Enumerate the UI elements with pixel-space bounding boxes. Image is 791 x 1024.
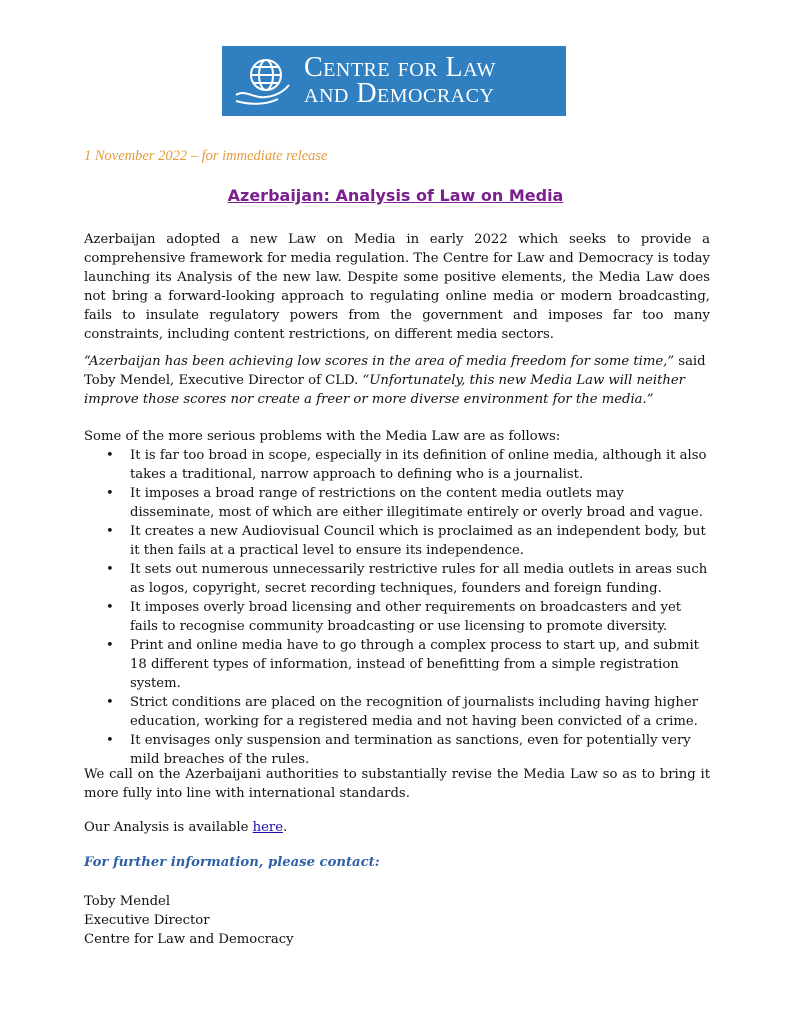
intro-paragraph: Azerbaijan adopted a new Law on Media in early 2022 which seeks to provide a comprehensive framework for media regulation. The Centre for Law and Democracy is today launching its Analysis of the new law. Despite some positive elements, the Media Law does not bring a forward-looking approach to regulating online media or modern broadcasting, fails to insulate regulatory powers from the government and imposes far too many constraints, including content restrictions, on different media sectors. (84, 232, 710, 342)
quote-part-1: “Azerbaijan has been achieving low scores in the area of media freedom for some time,” (84, 354, 675, 369)
list-item: • Strict conditions are placed on the recognition of journalists including having higher education, working for a registered media and not having been convicted of a crime. (84, 693, 710, 731)
logo-line-1: Centre for Law (304, 52, 496, 83)
contact-org: Centre for Law and Democracy (84, 932, 294, 947)
list-item: • It imposes overly broad licensing and other requirements on broadcasters and yet fails to recognise community broadcasting or use licensing to promote diversity. (84, 598, 710, 636)
press-release-title: Azerbaijan: Analysis of Law on Media (227, 186, 564, 205)
quote-part-2: “Unfortunately, this new Media Law will neither improve those scores nor create a freer or more diverse environment for the media.” (84, 373, 685, 407)
list-item: • It imposes a broad range of restrictions on the content media outlets may disseminate, most of which are either illegitimate entirely or overly broad and vague. (84, 484, 710, 522)
list-item: • It sets out numerous unnecessarily restrictive rules for all media outlets in areas such as logos, copyright, secret recording techniques, founders and foreign funding. (84, 560, 710, 598)
list-item: • It creates a new Audiovisual Council which is proclaimed as an independent body, but it then fails at a practical level to ensure its independence. (84, 522, 710, 560)
logo-wordmark (304, 52, 496, 109)
call-paragraph: We call on the Azerbaijani authorities to substantially revise the Media Law so as to bring it more fully into line with international standards. (84, 767, 710, 801)
analysis-link[interactable]: here (252, 820, 284, 835)
quote-paragraph (84, 352, 710, 409)
contact-heading: For further information, please contact: (84, 855, 380, 870)
list-item: • It is far too broad in scope, especially in its definition of online media, although it also takes a traditional, narrow approach to defining who is a journalist. (84, 446, 710, 484)
analysis-suffix: . (283, 820, 288, 835)
problems-list (84, 446, 710, 769)
release-date: 1 November 2022 – for immediate release (84, 148, 328, 164)
list-item: • Print and online media have to go through a complex process to start up, and submit 18 different types of information, instead of benefitting from a simple registration system. (84, 636, 710, 693)
contact-block (84, 892, 294, 949)
list-item: • It envisages only suspension and termination as sanctions, even for potentially very mild breaches of the rules. (84, 731, 710, 769)
cld-logo (222, 46, 566, 116)
quote-attribution: said Toby Mendel, Executive Director of CLD. (84, 354, 706, 388)
analysis-line (84, 818, 710, 837)
contact-name: Toby Mendel (84, 894, 171, 909)
problems-intro: Some of the more serious problems with the Media Law are as follows: (84, 429, 561, 444)
contact-role: Executive Director (84, 913, 210, 928)
analysis-prefix: Our Analysis is available (84, 820, 253, 835)
globe-in-hand-icon (232, 55, 292, 107)
logo-line-2: and Democracy (304, 78, 495, 109)
